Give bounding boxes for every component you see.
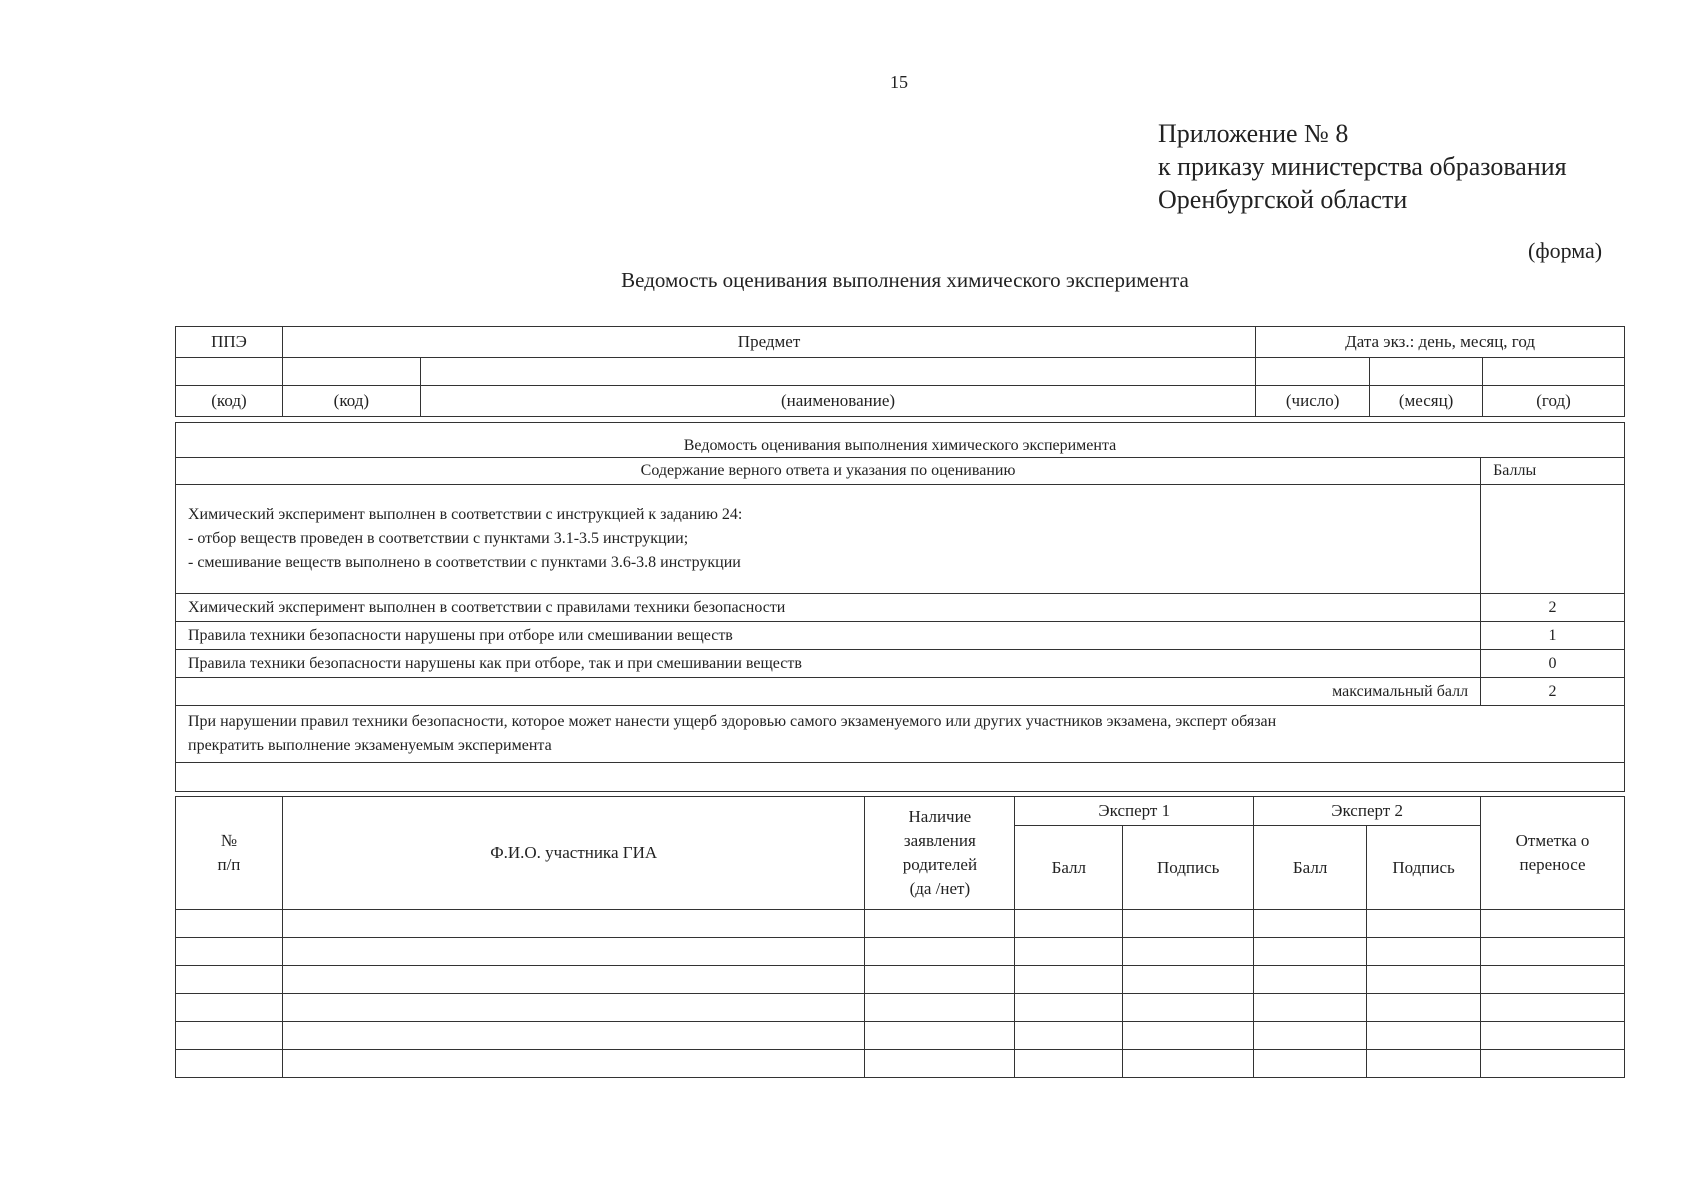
number-header: [176, 797, 283, 910]
participant-row: [176, 938, 1625, 966]
fio-cell[interactable]: [282, 910, 865, 938]
expert-1-score-cell[interactable]: [1015, 1050, 1123, 1078]
description-line: - отбор веществ проведен в соответствии с пунктами 3.1-3.5 инструкции;: [188, 530, 689, 547]
fio-cell[interactable]: [282, 938, 865, 966]
row-number-cell[interactable]: [176, 1050, 283, 1078]
exam-date-header: Дата экз.: день, месяц, год: [1256, 327, 1625, 358]
expert-1-signature-cell[interactable]: [1123, 994, 1254, 1022]
expert-2-score-cell[interactable]: [1254, 1050, 1367, 1078]
expert-1-signature-header: Подпись: [1123, 826, 1254, 910]
expert-2-signature-cell[interactable]: [1367, 1022, 1481, 1050]
expert-1-signature-cell[interactable]: [1123, 938, 1254, 966]
expert-1-score-cell[interactable]: [1015, 994, 1123, 1022]
participant-row: [176, 994, 1625, 1022]
transfer-mark-cell[interactable]: [1481, 938, 1625, 966]
transfer-mark-cell[interactable]: [1481, 910, 1625, 938]
transfer-mark-cell[interactable]: [1481, 1050, 1625, 1078]
fio-cell[interactable]: [282, 1050, 865, 1078]
parents-statement-header: [865, 797, 1015, 910]
spacer-row: [176, 763, 1625, 792]
month-label: (месяц): [1370, 386, 1483, 417]
participant-row: [176, 910, 1625, 938]
criterion-text: Химический эксперимент выполнен в соответствии с правилами техники безопасности: [176, 594, 1481, 622]
number-header-line: №: [220, 831, 238, 850]
expert-1-signature-cell[interactable]: [1123, 966, 1254, 994]
parents-header-line: заявления: [903, 831, 976, 850]
subject-name-field[interactable]: [420, 358, 1255, 386]
ppe-code-label: (код): [176, 386, 283, 417]
experiment-description: [176, 485, 1481, 594]
description-line: Химический эксперимент выполнен в соответствии с инструкцией к заданию 24:: [188, 506, 743, 523]
header-table: [175, 326, 1625, 417]
parents-statement-cell[interactable]: [865, 1050, 1015, 1078]
appendix-line-1: Приложение № 8: [1158, 119, 1349, 148]
max-score-value: 2: [1481, 678, 1625, 706]
page-number: 15: [890, 72, 908, 92]
expert-1-signature-cell[interactable]: [1123, 910, 1254, 938]
subject-header: Предмет: [282, 327, 1255, 358]
exam-month-field[interactable]: [1370, 358, 1483, 386]
criterion-points: 1: [1481, 622, 1625, 650]
participant-rows: [176, 910, 1625, 1078]
document-title: Ведомость оценивания выполнения химического эксперимента: [621, 268, 1189, 292]
expert-1-header: Эксперт 1: [1015, 797, 1254, 826]
safety-note-line: При нарушении правил техники безопасности, которое может нанести ущерб здоровью самого экзаменуемого или других участников экзамена, эксперт обязан: [188, 713, 1277, 730]
expert-1-score-cell[interactable]: [1015, 1022, 1123, 1050]
parents-header-line: родителей: [902, 855, 978, 874]
criterion-points: 2: [1481, 594, 1625, 622]
expert-2-score-header: Балл: [1254, 826, 1367, 910]
transfer-mark-cell[interactable]: [1481, 1022, 1625, 1050]
number-header-line: п/п: [217, 855, 241, 874]
row-number-cell[interactable]: [176, 910, 283, 938]
points-header: Баллы: [1481, 458, 1625, 485]
expert-1-signature-cell[interactable]: [1123, 1022, 1254, 1050]
year-label: (год): [1483, 386, 1625, 417]
participants-table: [175, 796, 1625, 1078]
parents-statement-cell[interactable]: [865, 938, 1015, 966]
parents-header-line: Наличие: [908, 807, 972, 826]
expert-2-signature-cell[interactable]: [1367, 994, 1481, 1022]
transfer-mark-cell[interactable]: [1481, 966, 1625, 994]
expert-1-score-cell[interactable]: [1015, 910, 1123, 938]
ppe-code-field[interactable]: [176, 358, 283, 386]
criterion-text: Правила техники безопасности нарушены как при отборе, так и при смешивании веществ: [176, 650, 1481, 678]
transfer-header-line: Отметка о: [1515, 831, 1590, 850]
expert-1-signature-cell[interactable]: [1123, 1050, 1254, 1078]
expert-2-signature-cell[interactable]: [1367, 966, 1481, 994]
expert-2-score-cell[interactable]: [1254, 938, 1367, 966]
parents-statement-cell[interactable]: [865, 966, 1015, 994]
expert-1-score-cell[interactable]: [1015, 938, 1123, 966]
appendix-line-3: Оренбургской области: [1158, 185, 1408, 214]
transfer-mark-cell[interactable]: [1481, 994, 1625, 1022]
exam-year-field[interactable]: [1483, 358, 1625, 386]
expert-2-signature-cell[interactable]: [1367, 910, 1481, 938]
subject-name-label: (наименование): [420, 386, 1255, 417]
exam-day-field[interactable]: [1256, 358, 1370, 386]
subject-code-label: (код): [282, 386, 420, 417]
criterion-points: 0: [1481, 650, 1625, 678]
transfer-header-line: переносе: [1519, 855, 1586, 874]
expert-2-signature-cell[interactable]: [1367, 938, 1481, 966]
row-number-cell[interactable]: [176, 966, 283, 994]
description-points-cell: [1481, 485, 1625, 594]
participant-row: [176, 1022, 1625, 1050]
fio-cell[interactable]: [282, 994, 865, 1022]
row-number-cell[interactable]: [176, 994, 283, 1022]
parents-statement-cell[interactable]: [865, 1022, 1015, 1050]
expert-2-score-cell[interactable]: [1254, 1022, 1367, 1050]
participant-row: [176, 1050, 1625, 1078]
description-line: - смешивание веществ выполнено в соответствии с пунктами 3.6-3.8 инструкции: [188, 554, 741, 571]
expert-2-score-cell[interactable]: [1254, 994, 1367, 1022]
form-label: (форма): [1528, 238, 1603, 263]
parents-statement-cell[interactable]: [865, 910, 1015, 938]
expert-2-signature-cell[interactable]: [1367, 1050, 1481, 1078]
fio-cell[interactable]: [282, 966, 865, 994]
appendix-block: [1158, 117, 1567, 216]
criteria-table: [175, 422, 1625, 792]
parents-statement-cell[interactable]: [865, 994, 1015, 1022]
criteria-section-title: Ведомость оценивания выполнения химического эксперимента: [176, 423, 1625, 458]
expert-2-header: Эксперт 2: [1254, 797, 1481, 826]
content-header: Содержание верного ответа и указания по оцениванию: [176, 458, 1481, 485]
expert-1-score-header: Балл: [1015, 826, 1123, 910]
expert-2-score-cell[interactable]: [1254, 910, 1367, 938]
row-number-cell[interactable]: [176, 938, 283, 966]
max-score-label: максимальный балл: [176, 678, 1481, 706]
criterion-text: Правила техники безопасности нарушены при отборе или смешивании веществ: [176, 622, 1481, 650]
fio-cell[interactable]: [282, 1022, 865, 1050]
safety-note: [176, 706, 1625, 763]
subject-code-field[interactable]: [282, 358, 420, 386]
ppe-header: ППЭ: [176, 327, 283, 358]
fio-header: Ф.И.О. участника ГИА: [282, 797, 865, 910]
expert-2-score-cell[interactable]: [1254, 966, 1367, 994]
expert-2-signature-header: Подпись: [1367, 826, 1481, 910]
expert-1-score-cell[interactable]: [1015, 966, 1123, 994]
participant-row: [176, 966, 1625, 994]
appendix-line-2: к приказу министерства образования: [1158, 152, 1567, 181]
day-label: (число): [1256, 386, 1370, 417]
transfer-mark-header: [1481, 797, 1625, 910]
row-number-cell[interactable]: [176, 1022, 283, 1050]
safety-note-line: прекратить выполнение экзаменуемым эксперимента: [188, 737, 552, 754]
parents-header-line: (да /нет): [909, 879, 971, 898]
